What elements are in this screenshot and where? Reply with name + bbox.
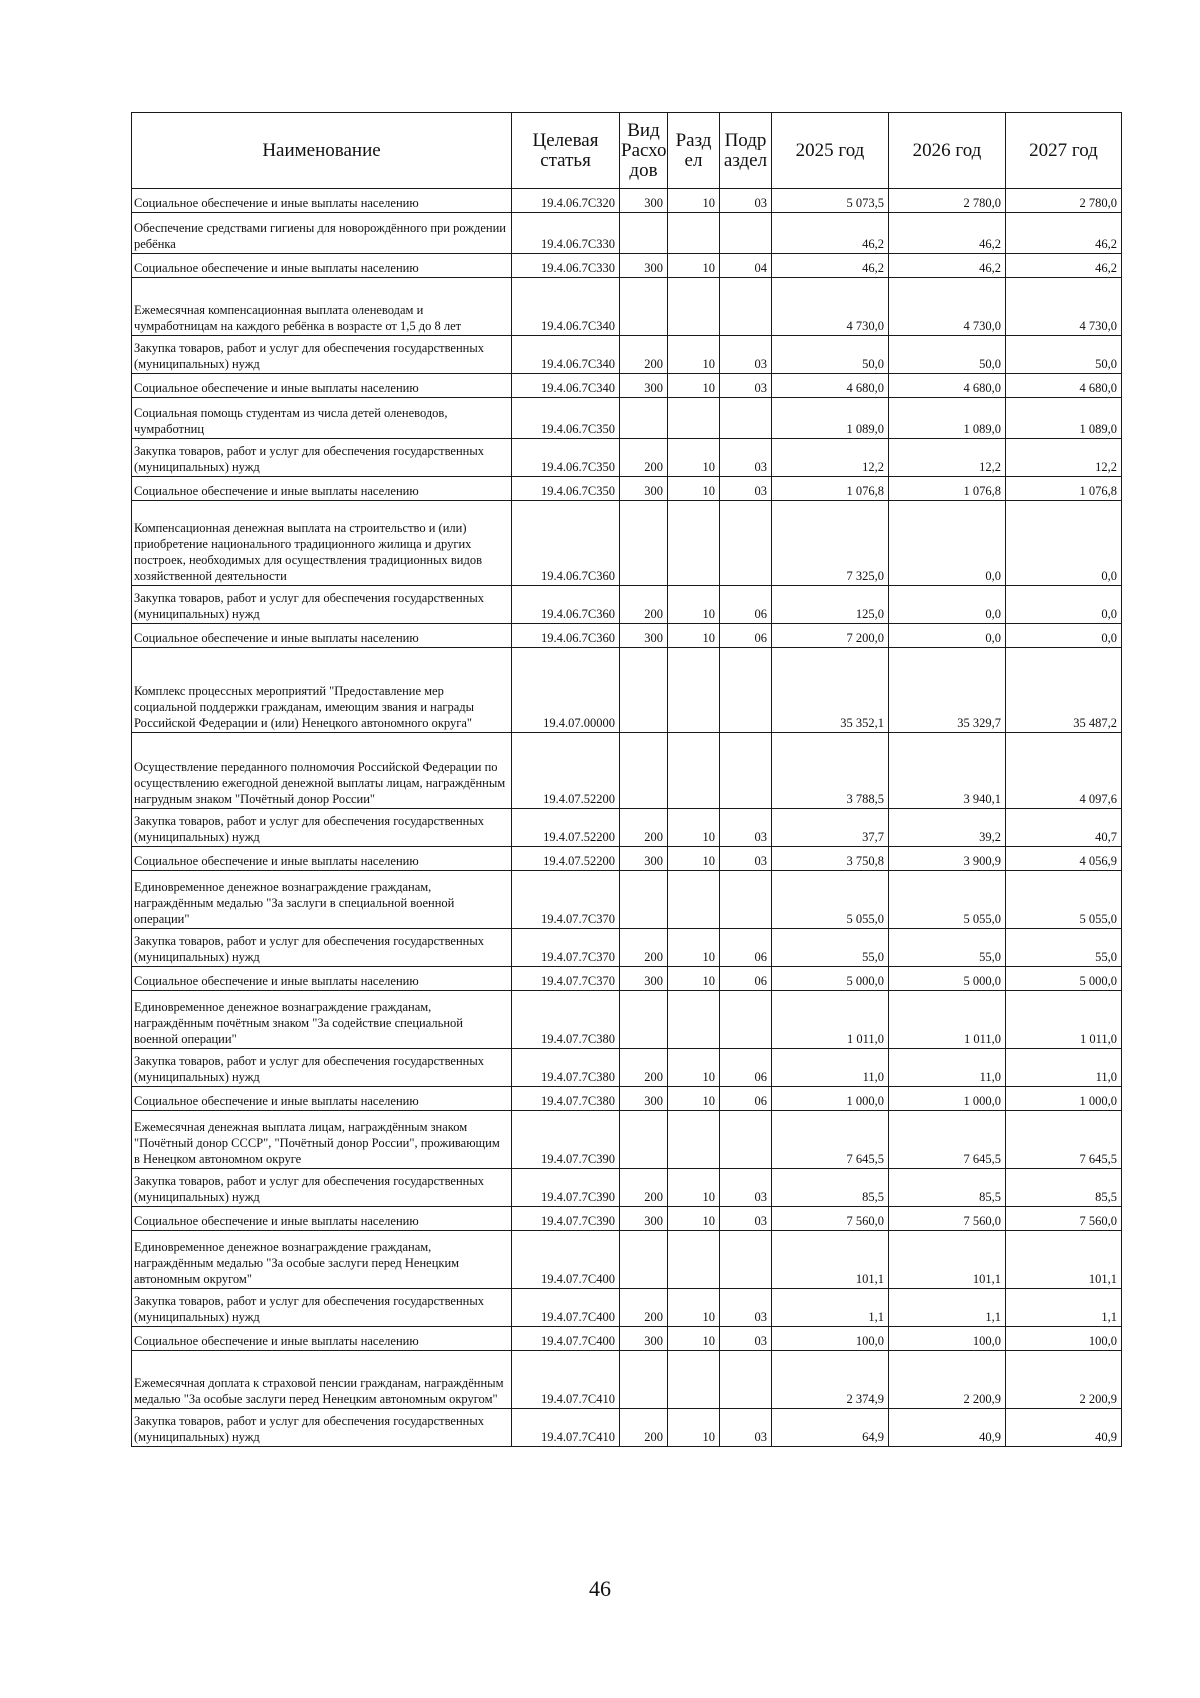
section-cell: 10 bbox=[668, 1327, 720, 1351]
amount-2025-cell: 1 011,0 bbox=[772, 991, 889, 1049]
section-cell: 10 bbox=[668, 1207, 720, 1231]
amount-2026-cell: 0,0 bbox=[889, 501, 1006, 586]
row-name-cell: Социальное обеспечение и иные выплаты населению bbox=[132, 847, 512, 871]
target-article-cell: 19.4.07.00000 bbox=[512, 648, 620, 733]
table-row bbox=[132, 1327, 1122, 1351]
subsection-cell: 06 bbox=[720, 586, 772, 624]
expense-type-cell: 200 bbox=[620, 1289, 668, 1327]
section-cell: 10 bbox=[668, 336, 720, 374]
row-name-cell: Закупка товаров, работ и услуг для обеспечения государственных (муниципальных) нужд bbox=[132, 439, 512, 477]
amount-2026-cell: 50,0 bbox=[889, 336, 1006, 374]
amount-2026-cell: 100,0 bbox=[889, 1327, 1006, 1351]
row-name-cell: Социальное обеспечение и иные выплаты населению bbox=[132, 374, 512, 398]
amount-2025-cell: 1 000,0 bbox=[772, 1087, 889, 1111]
section-cell: 10 bbox=[668, 1049, 720, 1087]
subsection-cell bbox=[720, 1111, 772, 1169]
table-row bbox=[132, 847, 1122, 871]
expense-type-cell: 300 bbox=[620, 374, 668, 398]
row-name-cell: Комплекс процессных мероприятий "Предоставление мер социальной поддержки гражданам, имеющим звания и награды Российской Федерации и (или) Ненецкого автономного округа" bbox=[132, 648, 512, 733]
amount-2025-cell: 1 076,8 bbox=[772, 477, 889, 501]
subsection-cell: 04 bbox=[720, 254, 772, 278]
subsection-cell: 03 bbox=[720, 374, 772, 398]
amount-2025-cell: 100,0 bbox=[772, 1327, 889, 1351]
target-article-cell: 19.4.07.7С390 bbox=[512, 1111, 620, 1169]
expense-type-cell: 300 bbox=[620, 254, 668, 278]
row-name-cell: Социальное обеспечение и иные выплаты населению bbox=[132, 254, 512, 278]
section-cell: 10 bbox=[668, 254, 720, 278]
expense-type-cell: 300 bbox=[620, 1207, 668, 1231]
row-name-cell: Ежемесячная денежная выплата лицам, награждённым знаком "Почётный донор СССР", "Почётный донор России", проживающим в Ненецком автономном округе bbox=[132, 1111, 512, 1169]
section-cell bbox=[668, 501, 720, 586]
target-article-cell: 19.4.07.7С370 bbox=[512, 929, 620, 967]
section-cell bbox=[668, 1351, 720, 1409]
target-article-cell: 19.4.06.7С340 bbox=[512, 336, 620, 374]
amount-2027-cell: 2 780,0 bbox=[1006, 189, 1122, 213]
expense-type-cell: 300 bbox=[620, 1087, 668, 1111]
amount-2025-cell: 4 730,0 bbox=[772, 278, 889, 336]
section-cell: 10 bbox=[668, 1289, 720, 1327]
amount-2025-cell: 4 680,0 bbox=[772, 374, 889, 398]
amount-2026-cell: 46,2 bbox=[889, 213, 1006, 254]
amount-2027-cell: 5 000,0 bbox=[1006, 967, 1122, 991]
row-name-cell: Социальная помощь студентам из числа детей оленеводов, чумработниц bbox=[132, 398, 512, 439]
table-row bbox=[132, 991, 1122, 1049]
subsection-cell: 03 bbox=[720, 189, 772, 213]
row-name-cell: Единовременное денежное вознаграждение гражданам, награждённым медалью "За особые заслуги перед Ненецким автономным округом" bbox=[132, 1231, 512, 1289]
section-cell bbox=[668, 1231, 720, 1289]
subsection-cell: 03 bbox=[720, 477, 772, 501]
subsection-cell: 06 bbox=[720, 624, 772, 648]
amount-2026-cell: 40,9 bbox=[889, 1409, 1006, 1447]
table-row bbox=[132, 1049, 1122, 1087]
expense-type-cell: 200 bbox=[620, 1049, 668, 1087]
row-name-cell: Осуществление переданного полномочия Российской Федерации по осуществлению ежегодной денежной выплаты лицам, награждённым нагрудным знаком "Почётный донор России" bbox=[132, 733, 512, 809]
subsection-cell bbox=[720, 871, 772, 929]
amount-2026-cell: 4 680,0 bbox=[889, 374, 1006, 398]
expense-type-cell bbox=[620, 1111, 668, 1169]
amount-2026-cell: 11,0 bbox=[889, 1049, 1006, 1087]
amount-2027-cell: 4 680,0 bbox=[1006, 374, 1122, 398]
subsection-cell: 06 bbox=[720, 1087, 772, 1111]
section-cell: 10 bbox=[668, 967, 720, 991]
row-name-cell: Социальное обеспечение и иные выплаты населению bbox=[132, 967, 512, 991]
expense-type-cell: 300 bbox=[620, 847, 668, 871]
amount-2027-cell: 40,7 bbox=[1006, 809, 1122, 847]
amount-2026-cell: 0,0 bbox=[889, 624, 1006, 648]
target-article-cell: 19.4.07.52200 bbox=[512, 733, 620, 809]
amount-2025-cell: 1,1 bbox=[772, 1289, 889, 1327]
expense-type-cell bbox=[620, 1351, 668, 1409]
subsection-cell bbox=[720, 991, 772, 1049]
table-row bbox=[132, 1231, 1122, 1289]
section-cell: 10 bbox=[668, 624, 720, 648]
target-article-cell: 19.4.07.7С410 bbox=[512, 1351, 620, 1409]
row-name-cell: Единовременное денежное вознаграждение гражданам, награждённым медалью "За заслуги в специальной военной операции" bbox=[132, 871, 512, 929]
row-name-cell: Закупка товаров, работ и услуг для обеспечения государственных (муниципальных) нужд bbox=[132, 1409, 512, 1447]
amount-2025-cell: 5 055,0 bbox=[772, 871, 889, 929]
section-cell bbox=[668, 733, 720, 809]
amount-2026-cell: 12,2 bbox=[889, 439, 1006, 477]
amount-2025-cell: 1 089,0 bbox=[772, 398, 889, 439]
amount-2025-cell: 2 374,9 bbox=[772, 1351, 889, 1409]
expense-type-cell: 200 bbox=[620, 1169, 668, 1207]
page-number: 46 bbox=[589, 1576, 611, 1601]
expense-type-cell: 300 bbox=[620, 967, 668, 991]
section-cell bbox=[668, 871, 720, 929]
section-cell bbox=[668, 278, 720, 336]
header-target-article: Целевая статья bbox=[512, 113, 620, 189]
expense-type-cell: 200 bbox=[620, 929, 668, 967]
subsection-cell bbox=[720, 398, 772, 439]
subsection-cell: 03 bbox=[720, 809, 772, 847]
target-article-cell: 19.4.07.52200 bbox=[512, 847, 620, 871]
target-article-cell: 19.4.07.7С390 bbox=[512, 1207, 620, 1231]
expense-type-cell: 300 bbox=[620, 477, 668, 501]
amount-2027-cell: 0,0 bbox=[1006, 624, 1122, 648]
table-row bbox=[132, 1409, 1122, 1447]
amount-2026-cell: 46,2 bbox=[889, 254, 1006, 278]
table-row bbox=[132, 213, 1122, 254]
table-row bbox=[132, 1289, 1122, 1327]
target-article-cell: 19.4.07.7С400 bbox=[512, 1231, 620, 1289]
amount-2025-cell: 5 073,5 bbox=[772, 189, 889, 213]
row-name-cell: Социальное обеспечение и иные выплаты населению bbox=[132, 1207, 512, 1231]
expense-type-cell bbox=[620, 991, 668, 1049]
target-article-cell: 19.4.07.7С400 bbox=[512, 1327, 620, 1351]
table-row bbox=[132, 439, 1122, 477]
amount-2026-cell: 1 011,0 bbox=[889, 991, 1006, 1049]
table-row bbox=[132, 1351, 1122, 1409]
section-cell: 10 bbox=[668, 929, 720, 967]
header-year-2027: 2027 год bbox=[1006, 113, 1122, 189]
amount-2025-cell: 12,2 bbox=[772, 439, 889, 477]
amount-2027-cell: 100,0 bbox=[1006, 1327, 1122, 1351]
subsection-cell bbox=[720, 733, 772, 809]
amount-2026-cell: 1 000,0 bbox=[889, 1087, 1006, 1111]
row-name-cell: Закупка товаров, работ и услуг для обеспечения государственных (муниципальных) нужд bbox=[132, 336, 512, 374]
expense-type-cell bbox=[620, 1231, 668, 1289]
row-name-cell: Социальное обеспечение и иные выплаты населению bbox=[132, 189, 512, 213]
amount-2026-cell: 2 780,0 bbox=[889, 189, 1006, 213]
table-row bbox=[132, 336, 1122, 374]
amount-2025-cell: 46,2 bbox=[772, 254, 889, 278]
section-cell: 10 bbox=[668, 1169, 720, 1207]
table-row bbox=[132, 586, 1122, 624]
table-row bbox=[132, 278, 1122, 336]
section-cell: 10 bbox=[668, 477, 720, 501]
amount-2027-cell: 7 560,0 bbox=[1006, 1207, 1122, 1231]
section-cell: 10 bbox=[668, 1087, 720, 1111]
table-row bbox=[132, 733, 1122, 809]
amount-2027-cell: 46,2 bbox=[1006, 254, 1122, 278]
target-article-cell: 19.4.06.7С360 bbox=[512, 624, 620, 648]
subsection-cell: 06 bbox=[720, 967, 772, 991]
amount-2025-cell: 85,5 bbox=[772, 1169, 889, 1207]
amount-2025-cell: 3 750,8 bbox=[772, 847, 889, 871]
table-row bbox=[132, 254, 1122, 278]
expense-type-cell: 300 bbox=[620, 624, 668, 648]
expense-type-cell: 200 bbox=[620, 809, 668, 847]
amount-2027-cell: 5 055,0 bbox=[1006, 871, 1122, 929]
subsection-cell: 03 bbox=[720, 1327, 772, 1351]
amount-2027-cell: 85,5 bbox=[1006, 1169, 1122, 1207]
amount-2027-cell: 0,0 bbox=[1006, 586, 1122, 624]
row-name-cell: Ежемесячная компенсационная выплата оленеводам и чумработницам на каждого ребёнка в возрасте от 1,5 до 8 лет bbox=[132, 278, 512, 336]
amount-2025-cell: 5 000,0 bbox=[772, 967, 889, 991]
row-name-cell: Закупка товаров, работ и услуг для обеспечения государственных (муниципальных) нужд bbox=[132, 586, 512, 624]
subsection-cell: 03 bbox=[720, 847, 772, 871]
amount-2025-cell: 37,7 bbox=[772, 809, 889, 847]
table-row bbox=[132, 1087, 1122, 1111]
amount-2025-cell: 55,0 bbox=[772, 929, 889, 967]
amount-2025-cell: 3 788,5 bbox=[772, 733, 889, 809]
section-cell bbox=[668, 991, 720, 1049]
amount-2026-cell: 39,2 bbox=[889, 809, 1006, 847]
row-name-cell: Социальное обеспечение и иные выплаты населению bbox=[132, 477, 512, 501]
subsection-cell: 03 bbox=[720, 1169, 772, 1207]
subsection-cell bbox=[720, 501, 772, 586]
header-year-2025: 2025 год bbox=[772, 113, 889, 189]
amount-2026-cell: 2 200,9 bbox=[889, 1351, 1006, 1409]
table-row bbox=[132, 189, 1122, 213]
subsection-cell bbox=[720, 213, 772, 254]
table-row bbox=[132, 501, 1122, 586]
amount-2025-cell: 50,0 bbox=[772, 336, 889, 374]
row-name-cell: Закупка товаров, работ и услуг для обеспечения государственных (муниципальных) нужд bbox=[132, 1049, 512, 1087]
table-row bbox=[132, 398, 1122, 439]
target-article-cell: 19.4.06.7С320 bbox=[512, 189, 620, 213]
target-article-cell: 19.4.06.7С330 bbox=[512, 213, 620, 254]
subsection-cell: 03 bbox=[720, 439, 772, 477]
target-article-cell: 19.4.06.7С360 bbox=[512, 586, 620, 624]
expense-type-cell: 300 bbox=[620, 189, 668, 213]
header-row bbox=[132, 113, 1122, 189]
subsection-cell: 06 bbox=[720, 929, 772, 967]
amount-2025-cell: 7 200,0 bbox=[772, 624, 889, 648]
amount-2027-cell: 4 056,9 bbox=[1006, 847, 1122, 871]
row-name-cell: Закупка товаров, работ и услуг для обеспечения государственных (муниципальных) нужд bbox=[132, 929, 512, 967]
table-row bbox=[132, 648, 1122, 733]
table-row bbox=[132, 1111, 1122, 1169]
section-cell bbox=[668, 213, 720, 254]
amount-2026-cell: 7 560,0 bbox=[889, 1207, 1006, 1231]
target-article-cell: 19.4.07.7С370 bbox=[512, 967, 620, 991]
amount-2027-cell: 11,0 bbox=[1006, 1049, 1122, 1087]
section-cell bbox=[668, 1111, 720, 1169]
amount-2027-cell: 35 487,2 bbox=[1006, 648, 1122, 733]
subsection-cell bbox=[720, 648, 772, 733]
table-row bbox=[132, 624, 1122, 648]
row-name-cell: Ежемесячная доплата к страховой пенсии гражданам, награждённым медалью "За особые заслуги перед Ненецким автономным округом" bbox=[132, 1351, 512, 1409]
expense-type-cell: 200 bbox=[620, 336, 668, 374]
amount-2027-cell: 55,0 bbox=[1006, 929, 1122, 967]
amount-2025-cell: 35 352,1 bbox=[772, 648, 889, 733]
header-year-2026: 2026 год bbox=[889, 113, 1006, 189]
target-article-cell: 19.4.06.7С340 bbox=[512, 374, 620, 398]
amount-2027-cell: 7 645,5 bbox=[1006, 1111, 1122, 1169]
amount-2026-cell: 55,0 bbox=[889, 929, 1006, 967]
target-article-cell: 19.4.06.7С350 bbox=[512, 439, 620, 477]
amount-2026-cell: 5 055,0 bbox=[889, 871, 1006, 929]
target-article-cell: 19.4.07.7С380 bbox=[512, 1087, 620, 1111]
amount-2025-cell: 101,1 bbox=[772, 1231, 889, 1289]
row-name-cell: Единовременное денежное вознаграждение гражданам, награждённым почётным знаком "За содействие специальной военной операции" bbox=[132, 991, 512, 1049]
amount-2026-cell: 85,5 bbox=[889, 1169, 1006, 1207]
row-name-cell: Социальное обеспечение и иные выплаты населению bbox=[132, 1327, 512, 1351]
target-article-cell: 19.4.06.7С340 bbox=[512, 278, 620, 336]
row-name-cell: Социальное обеспечение и иные выплаты населению bbox=[132, 1087, 512, 1111]
expense-type-cell: 200 bbox=[620, 586, 668, 624]
subsection-cell: 06 bbox=[720, 1049, 772, 1087]
section-cell: 10 bbox=[668, 189, 720, 213]
section-cell bbox=[668, 648, 720, 733]
section-cell: 10 bbox=[668, 374, 720, 398]
amount-2026-cell: 101,1 bbox=[889, 1231, 1006, 1289]
amount-2026-cell: 4 730,0 bbox=[889, 278, 1006, 336]
target-article-cell: 19.4.06.7С350 bbox=[512, 477, 620, 501]
amount-2027-cell: 1,1 bbox=[1006, 1289, 1122, 1327]
expense-type-cell bbox=[620, 871, 668, 929]
target-article-cell: 19.4.07.7С400 bbox=[512, 1289, 620, 1327]
amount-2025-cell: 7 325,0 bbox=[772, 501, 889, 586]
budget-table bbox=[131, 112, 1122, 1447]
amount-2025-cell: 11,0 bbox=[772, 1049, 889, 1087]
target-article-cell: 19.4.07.52200 bbox=[512, 809, 620, 847]
section-cell bbox=[668, 398, 720, 439]
subsection-cell: 03 bbox=[720, 336, 772, 374]
amount-2026-cell: 0,0 bbox=[889, 586, 1006, 624]
amount-2026-cell: 7 645,5 bbox=[889, 1111, 1006, 1169]
subsection-cell bbox=[720, 1231, 772, 1289]
expense-type-cell bbox=[620, 648, 668, 733]
row-name-cell: Обеспечение средствами гигиены для новорождённого при рождении ребёнка bbox=[132, 213, 512, 254]
target-article-cell: 19.4.07.7С390 bbox=[512, 1169, 620, 1207]
row-name-cell: Закупка товаров, работ и услуг для обеспечения государственных (муниципальных) нужд bbox=[132, 1289, 512, 1327]
amount-2027-cell: 101,1 bbox=[1006, 1231, 1122, 1289]
amount-2027-cell: 40,9 bbox=[1006, 1409, 1122, 1447]
target-article-cell: 19.4.06.7С330 bbox=[512, 254, 620, 278]
amount-2027-cell: 12,2 bbox=[1006, 439, 1122, 477]
row-name-cell: Закупка товаров, работ и услуг для обеспечения государственных (муниципальных) нужд bbox=[132, 809, 512, 847]
amount-2027-cell: 1 011,0 bbox=[1006, 991, 1122, 1049]
expense-type-cell: 200 bbox=[620, 1409, 668, 1447]
section-cell: 10 bbox=[668, 847, 720, 871]
amount-2026-cell: 1,1 bbox=[889, 1289, 1006, 1327]
expense-type-cell: 300 bbox=[620, 1327, 668, 1351]
amount-2026-cell: 3 940,1 bbox=[889, 733, 1006, 809]
amount-2025-cell: 7 560,0 bbox=[772, 1207, 889, 1231]
expense-type-cell bbox=[620, 501, 668, 586]
expense-type-cell bbox=[620, 213, 668, 254]
amount-2026-cell: 1 089,0 bbox=[889, 398, 1006, 439]
section-cell: 10 bbox=[668, 439, 720, 477]
subsection-cell: 03 bbox=[720, 1289, 772, 1327]
expense-type-cell bbox=[620, 733, 668, 809]
target-article-cell: 19.4.07.7С410 bbox=[512, 1409, 620, 1447]
amount-2027-cell: 4 097,6 bbox=[1006, 733, 1122, 809]
table-row bbox=[132, 374, 1122, 398]
target-article-cell: 19.4.07.7С380 bbox=[512, 1049, 620, 1087]
section-cell: 10 bbox=[668, 809, 720, 847]
table-row bbox=[132, 1169, 1122, 1207]
section-cell: 10 bbox=[668, 1409, 720, 1447]
amount-2026-cell: 3 900,9 bbox=[889, 847, 1006, 871]
section-cell: 10 bbox=[668, 586, 720, 624]
amount-2027-cell: 0,0 bbox=[1006, 501, 1122, 586]
target-article-cell: 19.4.06.7С360 bbox=[512, 501, 620, 586]
amount-2025-cell: 125,0 bbox=[772, 586, 889, 624]
amount-2027-cell: 1 000,0 bbox=[1006, 1087, 1122, 1111]
table-row bbox=[132, 929, 1122, 967]
target-article-cell: 19.4.07.7С380 bbox=[512, 991, 620, 1049]
amount-2025-cell: 7 645,5 bbox=[772, 1111, 889, 1169]
table-row bbox=[132, 477, 1122, 501]
amount-2027-cell: 2 200,9 bbox=[1006, 1351, 1122, 1409]
table-row bbox=[132, 809, 1122, 847]
header-subsection: Подр аздел bbox=[720, 113, 772, 189]
amount-2025-cell: 64,9 bbox=[772, 1409, 889, 1447]
table-body bbox=[132, 189, 1122, 1447]
target-article-cell: 19.4.06.7С350 bbox=[512, 398, 620, 439]
row-name-cell: Закупка товаров, работ и услуг для обеспечения государственных (муниципальных) нужд bbox=[132, 1169, 512, 1207]
target-article-cell: 19.4.07.7С370 bbox=[512, 871, 620, 929]
amount-2027-cell: 1 089,0 bbox=[1006, 398, 1122, 439]
expense-type-cell: 200 bbox=[620, 439, 668, 477]
subsection-cell bbox=[720, 278, 772, 336]
amount-2027-cell: 50,0 bbox=[1006, 336, 1122, 374]
amount-2026-cell: 35 329,7 bbox=[889, 648, 1006, 733]
row-name-cell: Компенсационная денежная выплата на строительство и (или) приобретение национального традиционного жилища и других построек, необходимых для осуществления традиционных видов хозяйственной деятельности bbox=[132, 501, 512, 586]
table-row bbox=[132, 1207, 1122, 1231]
subsection-cell bbox=[720, 1351, 772, 1409]
header-name: Наименование bbox=[132, 113, 512, 189]
amount-2025-cell: 46,2 bbox=[772, 213, 889, 254]
table-row bbox=[132, 871, 1122, 929]
expense-type-cell bbox=[620, 398, 668, 439]
amount-2027-cell: 1 076,8 bbox=[1006, 477, 1122, 501]
table-row bbox=[132, 967, 1122, 991]
amount-2027-cell: 4 730,0 bbox=[1006, 278, 1122, 336]
expense-type-cell bbox=[620, 278, 668, 336]
row-name-cell: Социальное обеспечение и иные выплаты населению bbox=[132, 624, 512, 648]
header-expense-type: Вид Расхо дов bbox=[620, 113, 668, 189]
subsection-cell: 03 bbox=[720, 1207, 772, 1231]
amount-2026-cell: 1 076,8 bbox=[889, 477, 1006, 501]
amount-2026-cell: 5 000,0 bbox=[889, 967, 1006, 991]
header-section: Разд ел bbox=[668, 113, 720, 189]
amount-2027-cell: 46,2 bbox=[1006, 213, 1122, 254]
subsection-cell: 03 bbox=[720, 1409, 772, 1447]
